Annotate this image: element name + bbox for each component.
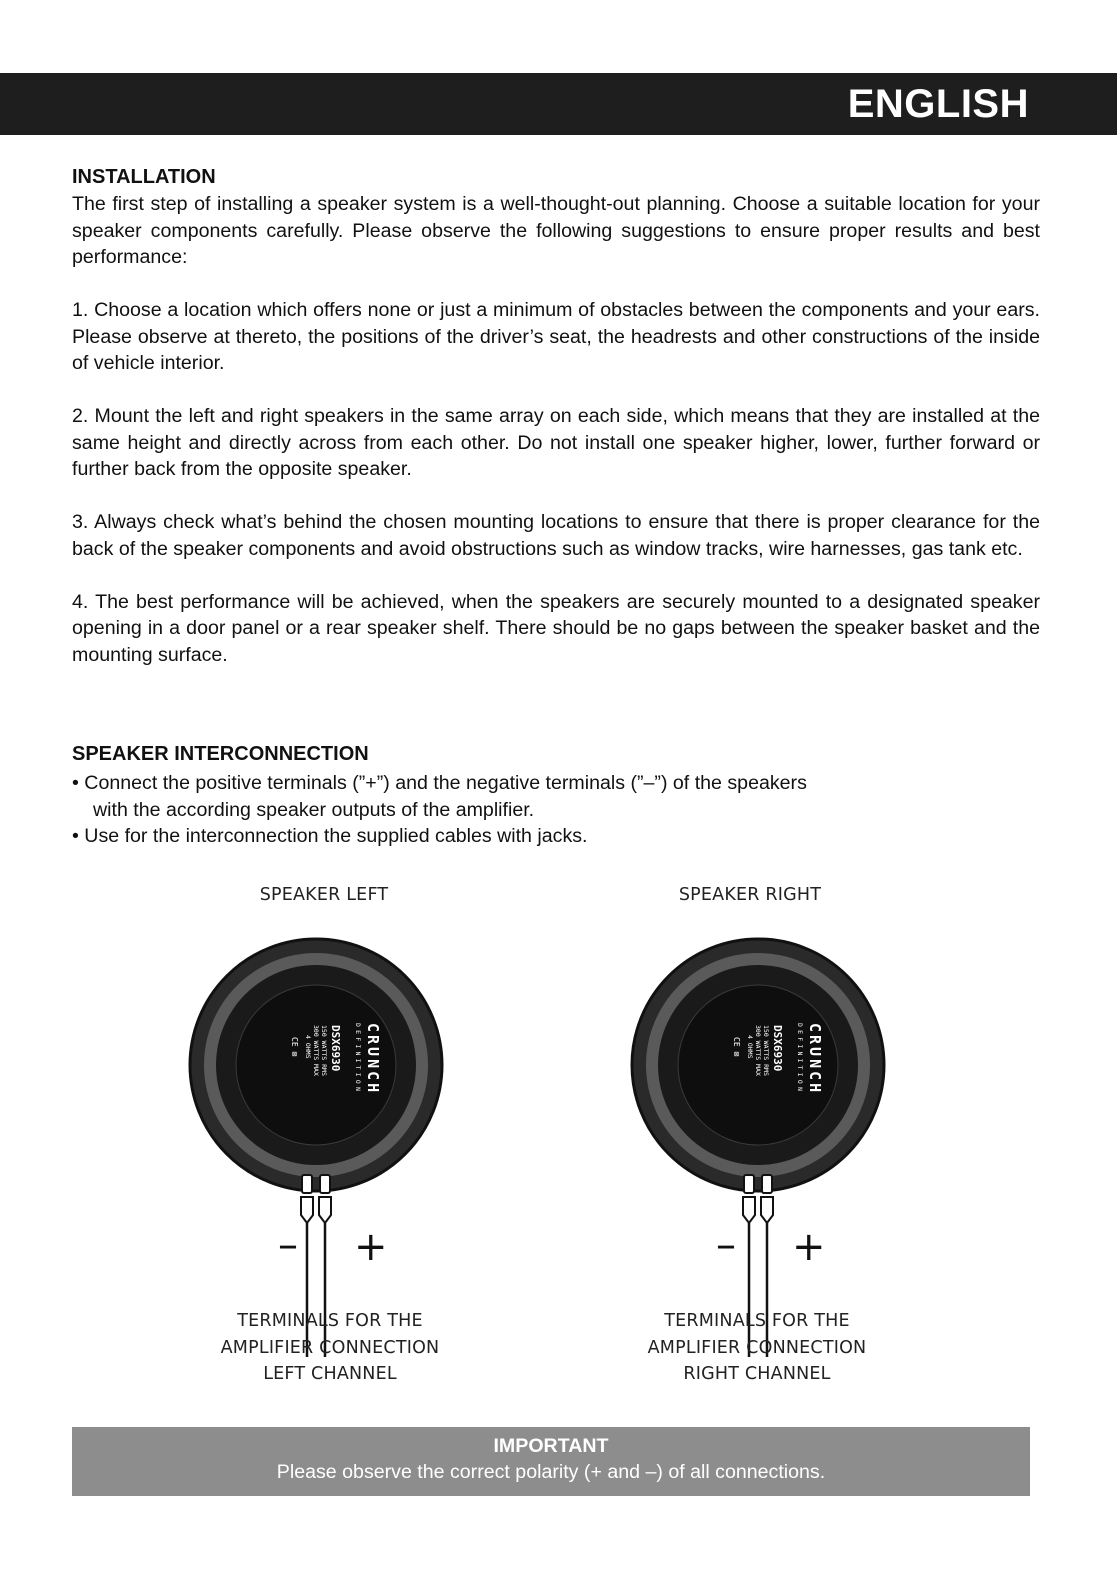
- installation-heading: INSTALLATION: [72, 166, 216, 188]
- important-notice-box: [72, 1427, 1030, 1496]
- installation-item-1: 1. Choose a location which offers none or just a minimum of obstacles between the components and your ears. Please observe at thereto, the positions of the driver’s seat, the headrests and other constructions of the inside of vehicle interior.: [72, 299, 1040, 374]
- right-spec3-text: 4 OHMS: [746, 1035, 754, 1059]
- left-caption-line-2: AMPLIFIER CONNECTION: [220, 1337, 440, 1358]
- important-title: IMPORTANT: [493, 1435, 609, 1457]
- interconnection-bullet-2: • Use for the interconnection the supplied cables with jacks.: [72, 825, 588, 847]
- right-spec2-text: 300 WATTS MAX: [754, 1025, 762, 1076]
- speaker-wiring-diagram: [0, 870, 1117, 1410]
- installation-item-2: 2. Mount the left and right speakers in the same array on each side, which means that they are installed at the same height and directly across from each other. Do not install one speaker higher, lower, further forward or further back from the opposite speaker.: [72, 405, 1040, 480]
- installation-item-3: 3. Always check what’s behind the chosen mounting locations to ensure that there is proper clearance for the back of the speaker components and avoid obstructions such as window tracks, wire harnesses, gas tank etc.: [72, 511, 1040, 560]
- left-caption-line-3: LEFT CHANNEL: [263, 1364, 397, 1384]
- right-model-text: DSX6930: [771, 1025, 784, 1072]
- interconnection-bullet-1: [72, 770, 1040, 823]
- right-spec1-text: 150 WATTS RMS: [762, 1025, 770, 1076]
- left-model-text: DSX6930: [329, 1025, 342, 1072]
- interconnection-heading: SPEAKER INTERCONNECTION: [72, 743, 369, 765]
- installation-intro: The first step of installing a speaker system is a well-thought-out planning. Choose a suitable location for your speaker components carefully. Please observe the following suggestions to ensure proper results and best performance:: [72, 193, 1040, 268]
- right-caption-line-2: AMPLIFIER CONNECTION: [647, 1337, 867, 1358]
- speaker-diagram-graphic: [0, 870, 1117, 1410]
- right-plus-sign: +: [792, 1224, 826, 1270]
- interconnection-section: [72, 740, 1040, 850]
- right-brand-text: CRUNCH: [806, 1023, 824, 1096]
- left-plus-sign: +: [354, 1224, 388, 1270]
- left-terminal-caption: [180, 1308, 480, 1388]
- right-marks-text: CE ⊠: [732, 1037, 741, 1057]
- right-minus-sign: –: [716, 1222, 736, 1268]
- speaker-right-drawing: [632, 939, 884, 1357]
- left-caption-line-1: TERMINALS FOR THE: [237, 1311, 423, 1331]
- speaker-left-title: SPEAKER LEFT: [259, 885, 389, 905]
- left-spec1-text: 150 WATTS RMS: [320, 1025, 328, 1076]
- left-spec2-text: 300 WATTS MAX: [312, 1025, 320, 1076]
- right-caption-line-3: RIGHT CHANNEL: [683, 1364, 831, 1384]
- left-sub-text: DEFINITION: [354, 1023, 362, 1095]
- speaker-left-drawing: [190, 939, 442, 1357]
- bullet-1-line-2: with the according speaker outputs of the amplifier.: [93, 798, 535, 821]
- right-sub-text: DEFINITION: [796, 1023, 804, 1095]
- left-brand-text: CRUNCH: [364, 1023, 382, 1096]
- left-marks-text: CE ⊠: [290, 1037, 299, 1057]
- bullet-1-line-1: • Connect the positive terminals (”+”) and the negative terminals (”–”) of the speakers: [72, 772, 807, 794]
- right-terminal-caption: [607, 1308, 907, 1388]
- installation-item-4: 4. The best performance will be achieved, when the speakers are securely mounted to a designated speaker opening in a door panel or a rear speaker shelf. There should be no gaps between the speaker basket and the mounting surface.: [72, 590, 1040, 666]
- speaker-right-title: SPEAKER RIGHT: [678, 885, 822, 905]
- language-header-bar: [0, 73, 1117, 135]
- language-title: ENGLISH: [847, 82, 1029, 126]
- important-text: Please observe the correct polarity (+ and –) of all connections.: [276, 1461, 826, 1483]
- left-minus-sign: –: [278, 1222, 298, 1268]
- left-spec3-text: 4 OHMS: [304, 1035, 312, 1059]
- right-caption-line-1: TERMINALS FOR THE: [664, 1311, 850, 1331]
- installation-section: [72, 163, 1040, 668]
